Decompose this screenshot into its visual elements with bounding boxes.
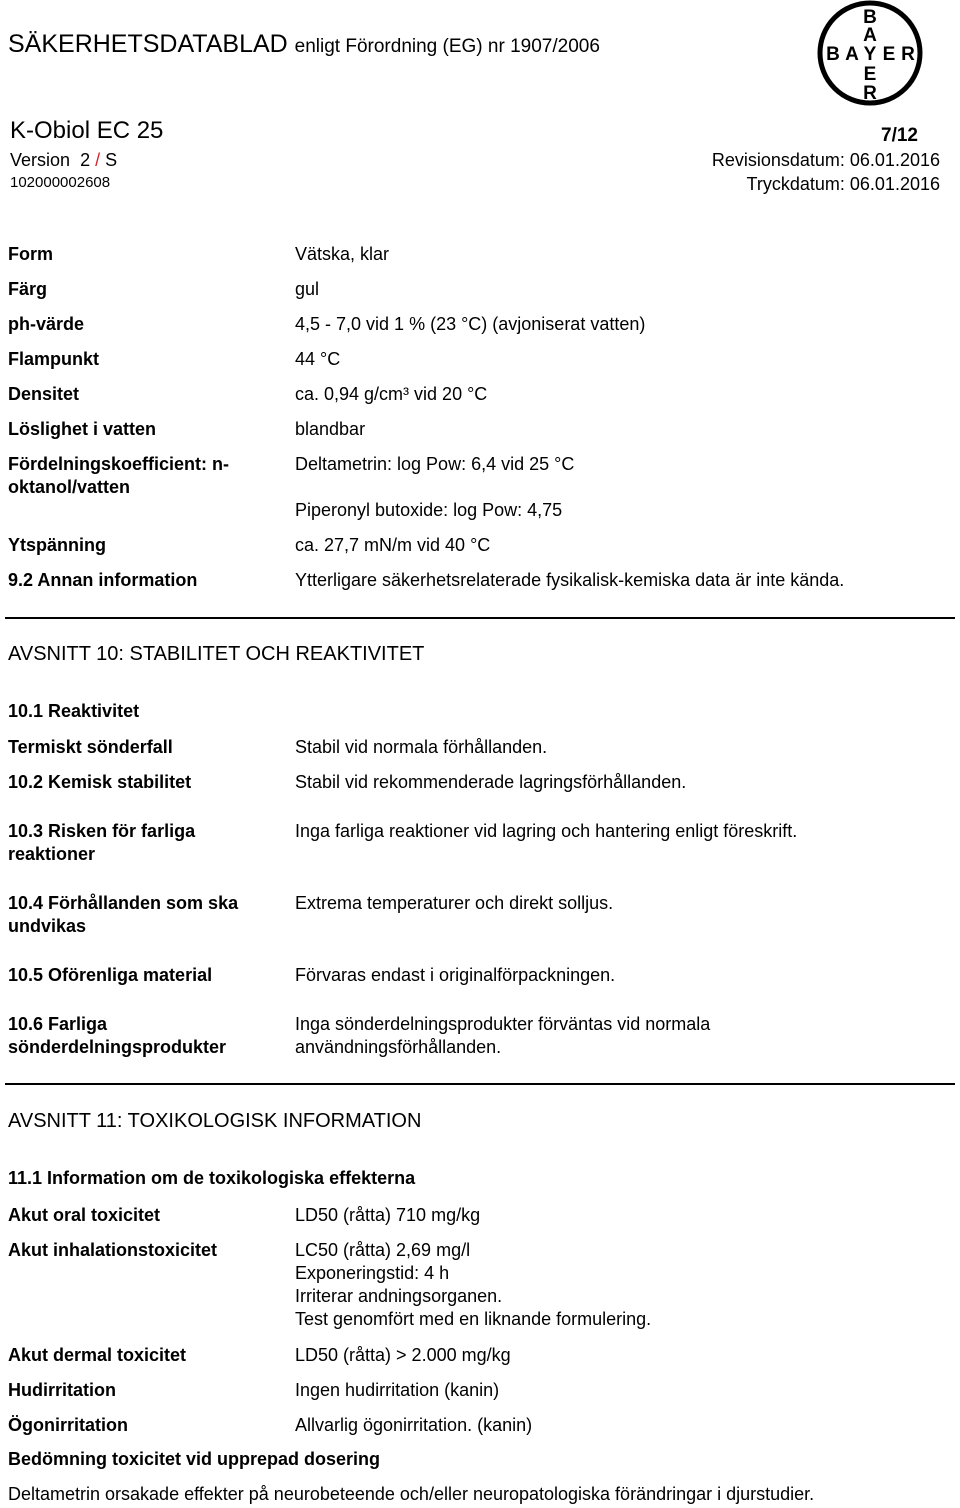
svg-text:R: R xyxy=(863,83,877,104)
document-title xyxy=(8,30,600,59)
svg-text:A: A xyxy=(863,25,877,46)
property-value xyxy=(295,453,955,522)
toxicity-value: Ingen hudirritation (kanin) xyxy=(295,1380,500,1400)
property-label: 9.2 Annan information xyxy=(8,570,198,590)
stability-value: Inga farliga reaktioner vid lagring och hantering enligt föreskrift. xyxy=(295,821,798,841)
toxicity-label: Ögonirritation xyxy=(8,1415,128,1435)
subsection-heading: 11.1 Information om de toxikologiska effekterna xyxy=(8,1168,416,1188)
toxicity-value: Allvarlig ögonirritation. (kanin) xyxy=(295,1415,533,1435)
stability-value: Stabil vid normala förhållanden. xyxy=(295,737,548,757)
document-number: 102000002608 xyxy=(10,174,111,191)
property-label: Densitet xyxy=(8,384,80,404)
section-divider xyxy=(5,617,955,619)
page-number: 7/12 xyxy=(881,125,918,146)
property-value: 4,5 - 7,0 vid 1 % (23 °C) (avjoniserat vatten) xyxy=(295,314,646,334)
property-label: Flampunkt xyxy=(8,349,100,369)
property-label: ph-värde xyxy=(8,314,85,334)
section-divider xyxy=(5,1083,955,1085)
property-value-line: Deltametrin: log Pow: 6,4 vid 25 °C xyxy=(295,454,575,474)
doc-title: SÄKERHETSDATABLAD xyxy=(8,30,288,58)
stability-value: Inga sönderdelningsprodukter förväntas vid normala användningsförhållanden. xyxy=(295,1014,711,1057)
toxicity-value-line: Exponeringstid: 4 h xyxy=(295,1263,450,1283)
toxicity-value: LD50 (råtta) > 2.000 mg/kg xyxy=(295,1345,511,1365)
property-label: Ytspänning xyxy=(8,535,106,555)
stability-label: 10.4 Förhållanden som ska undvikas xyxy=(8,893,239,936)
toxicity-label: Akut inhalationstoxicitet xyxy=(8,1240,218,1260)
version-suffix: S xyxy=(105,150,118,170)
version-line xyxy=(10,150,117,171)
svg-text:R: R xyxy=(901,44,915,65)
property-label: Löslighet i vatten xyxy=(8,419,157,439)
toxicity-value xyxy=(295,1239,955,1331)
stability-label: 10.5 Oförenliga material xyxy=(8,965,213,985)
version-number: 2 xyxy=(80,150,91,170)
toxicity-label: Akut dermal toxicitet xyxy=(8,1345,187,1365)
repeated-dose-text: Deltametrin orsakade effekter på neurobeteende och/eller neuropatologiska förändringar i djurstudier. xyxy=(8,1484,815,1504)
property-value: blandbar xyxy=(295,419,366,439)
repeated-dose-heading: Bedömning toxicitet vid upprepad dosering xyxy=(8,1449,381,1469)
version-slash: / xyxy=(95,150,101,170)
property-label: Färg xyxy=(8,279,48,299)
toxicity-value-line: Test genomfört med en liknande formulering. xyxy=(295,1309,652,1329)
svg-text:A: A xyxy=(845,44,859,65)
toxicity-label: Hudirritation xyxy=(8,1380,116,1400)
property-value: 44 °C xyxy=(295,349,341,369)
toxicity-value-line: Irriterar andningsorganen. xyxy=(295,1286,503,1306)
svg-text:E: E xyxy=(882,44,896,65)
property-label: Form xyxy=(8,244,53,264)
toxicity-value-line: LC50 (råtta) 2,69 mg/l xyxy=(295,1240,471,1260)
svg-text:E: E xyxy=(863,64,877,85)
svg-text:B: B xyxy=(826,44,840,65)
stability-label: 10.6 Farliga sönderdelningsprodukter xyxy=(8,1014,227,1057)
version-label: Version xyxy=(10,150,71,170)
subsection-heading: 10.1 Reaktivitet xyxy=(8,701,140,721)
stability-label: 10.3 Risken för farliga reaktioner xyxy=(8,821,196,864)
stability-label: 10.2 Kemisk stabilitet xyxy=(8,772,192,792)
stability-label: Termiskt sönderfall xyxy=(8,737,173,757)
print-date: Tryckdatum: 06.01.2016 xyxy=(746,174,940,194)
svg-text:Y: Y xyxy=(863,44,877,65)
stability-value: Extrema temperaturer och direkt solljus. xyxy=(295,893,614,913)
stability-value: Stabil vid rekommenderade lagringsförhållanden. xyxy=(295,772,687,792)
toxicity-label: Akut oral toxicitet xyxy=(8,1205,161,1225)
property-value: Vätska, klar xyxy=(295,244,390,264)
section-10-heading: AVSNITT 10: STABILITET OCH REAKTIVITET xyxy=(8,643,425,665)
product-name: K-Obiol EC 25 xyxy=(10,117,164,144)
doc-subtitle: enligt Förordning (EG) nr 1907/2006 xyxy=(294,36,600,57)
property-value: Ytterligare säkerhetsrelaterade fysikalisk-kemiska data är inte kända. xyxy=(295,570,845,590)
revision-date: Revisionsdatum: 06.01.2016 xyxy=(711,150,940,170)
section-11-heading: AVSNITT 11: TOXIKOLOGISK INFORMATION xyxy=(8,1110,422,1132)
stability-value: Förvaras endast i originalförpackningen. xyxy=(295,965,616,985)
property-value-line: Piperonyl butoxide: log Pow: 4,75 xyxy=(295,500,563,520)
bayer-logo-icon xyxy=(815,0,925,106)
property-value: ca. 27,7 mN/m vid 40 °C xyxy=(295,535,491,555)
toxicity-value: LD50 (råtta) 710 mg/kg xyxy=(295,1205,481,1225)
property-label: Fördelningskoefficient: n-oktanol/vatten xyxy=(8,454,230,497)
svg-text:B: B xyxy=(863,7,877,28)
property-value: gul xyxy=(295,279,320,299)
property-value: ca. 0,94 g/cm³ vid 20 °C xyxy=(295,384,488,404)
